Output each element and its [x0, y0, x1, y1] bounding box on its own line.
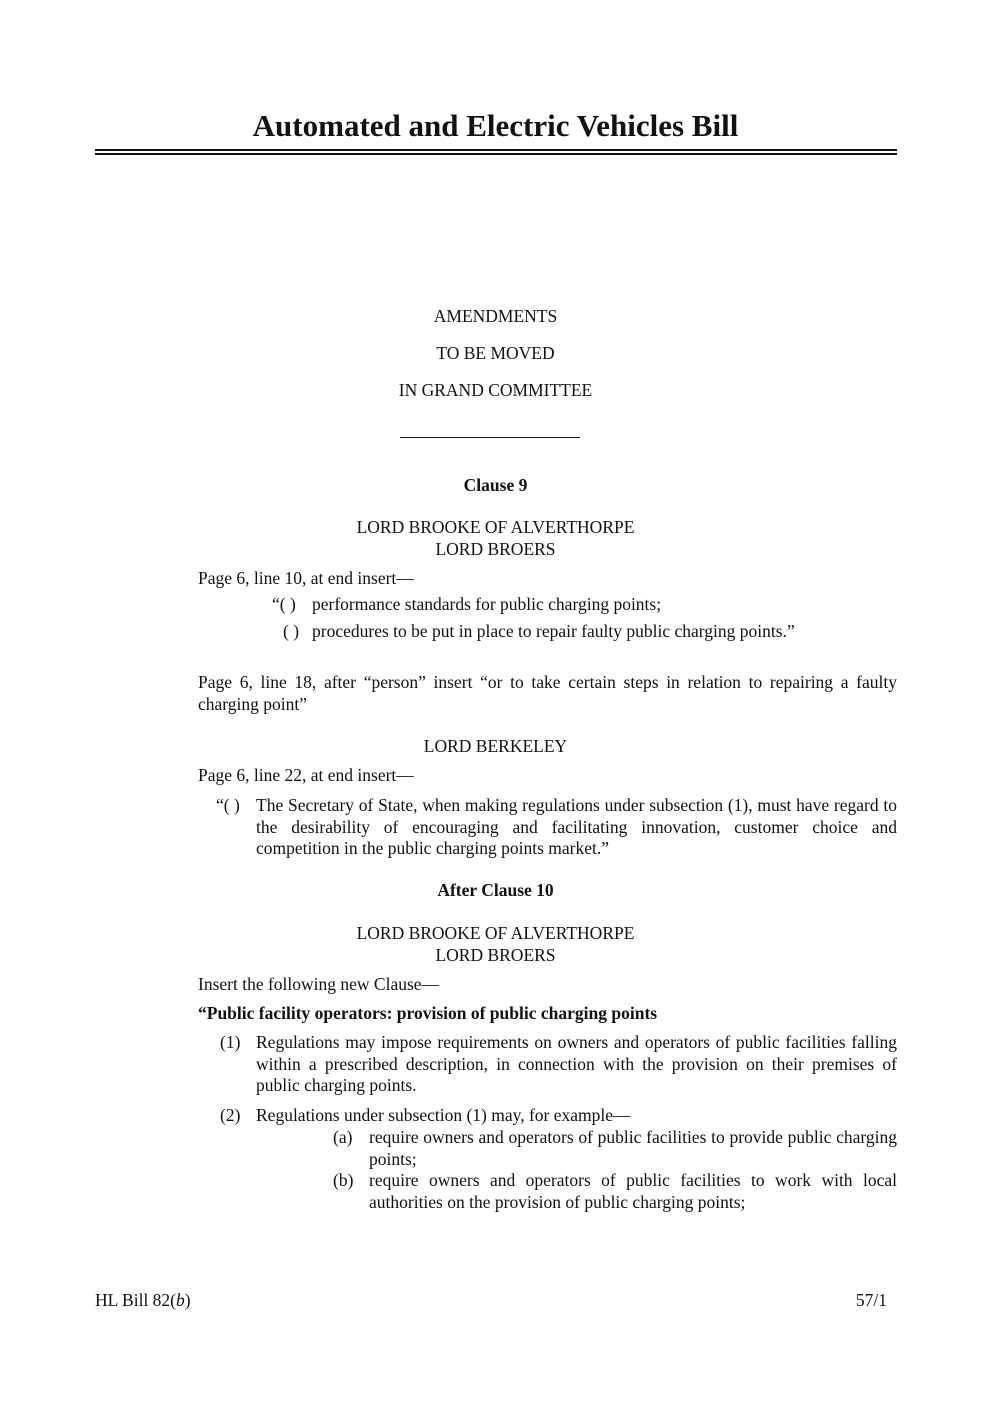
amendment-location: Page 6, line 10, at end insert— — [198, 568, 414, 588]
page-number: 57/1 — [855, 1290, 887, 1310]
bill-suffix-letter: b — [176, 1290, 185, 1310]
subsection-marker: (1) — [220, 1032, 241, 1052]
item-text: The Secretary of State, when making regulations under subsection (1), must have regard to the desirability of encouraging and facilitating innovation, customer choice and competition in the public charging points market.” — [256, 795, 897, 859]
mover-name: LORD BROERS — [435, 945, 556, 965]
bill-number — [95, 1290, 191, 1312]
new-clause-title: “Public facility operators: provision of public charging points — [198, 1003, 658, 1023]
mover-name: LORD BROERS — [435, 539, 556, 559]
subsection-text: Regulations under subsection (1) may, for example— — [256, 1105, 631, 1125]
paragraph-marker: (a) — [333, 1127, 353, 1147]
amendment-text: Page 6, line 18, after “person” insert “or to take certain steps in relation to repairing a faulty charging point” — [198, 672, 897, 714]
item-marker: “( ) — [272, 594, 296, 614]
paragraph-marker: (b) — [333, 1170, 354, 1190]
paragraph-text: require owners and operators of public facilities to work with local authorities on the provision of public charging points; — [369, 1170, 897, 1212]
paragraph-text: require owners and operators of public facilities to provide public charging points; — [369, 1127, 897, 1169]
document-title: Automated and Electric Vehicles Bill — [252, 108, 739, 143]
title-rule-bottom — [95, 153, 897, 155]
mover-name: LORD BROOKE OF ALVERTHORPE — [356, 517, 635, 537]
subsection-text: Regulations may impose requirements on owners and operators of public facilities falling within a prescribed description, in connection with the provision on their premises of public charging points. — [256, 1032, 897, 1096]
item-text: procedures to be put in place to repair faulty public charging points.” — [312, 621, 795, 641]
item-marker: ( ) — [283, 621, 300, 641]
amendment-location: Page 6, line 22, at end insert— — [198, 765, 414, 785]
heading-line: AMENDMENTS — [433, 306, 558, 326]
section-divider — [400, 437, 580, 438]
amendment-instruction: Insert the following new Clause— — [198, 974, 440, 994]
clause-heading: Clause 9 — [463, 475, 528, 495]
mover-name: LORD BROOKE OF ALVERTHORPE — [356, 923, 635, 943]
bill-suffix: ) — [184, 1290, 191, 1310]
clause-heading: After Clause 10 — [437, 880, 554, 900]
bill-prefix: HL Bill 82( — [95, 1290, 177, 1310]
mover-name: LORD BERKELEY — [423, 736, 568, 756]
item-marker: “( ) — [216, 795, 240, 815]
heading-line: IN GRAND COMMITTEE — [398, 380, 593, 400]
heading-line: TO BE MOVED — [436, 343, 555, 363]
title-rule-top — [95, 149, 897, 151]
subsection-marker: (2) — [220, 1105, 241, 1125]
item-text: performance standards for public charging points; — [312, 594, 662, 614]
